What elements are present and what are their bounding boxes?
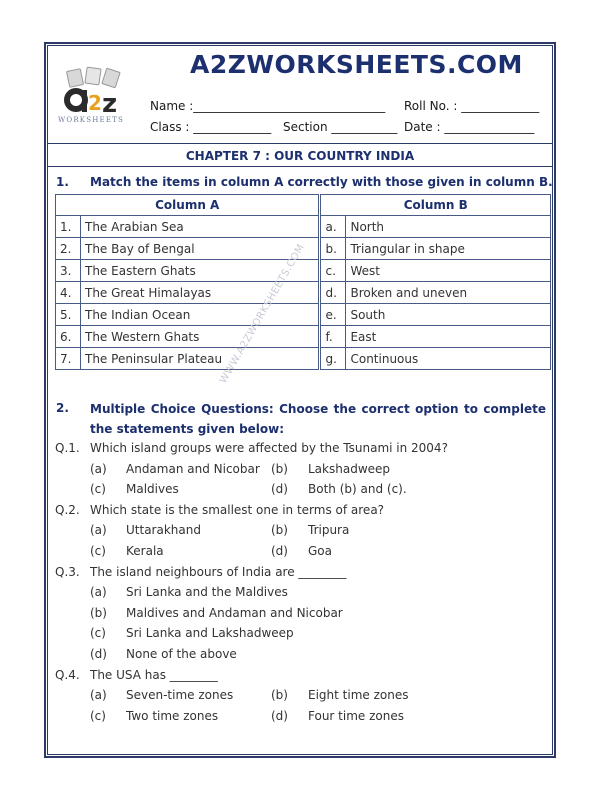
svg-text:2: 2 [88, 91, 102, 115]
match-table-header-row [56, 195, 551, 216]
question-1-instruction: Match the items in column A correctly with those given in column B. [90, 175, 553, 189]
column-b-item: North [346, 216, 551, 238]
column-b-item: East [346, 326, 551, 348]
column-b-item: Triangular in shape [346, 238, 551, 260]
option-text: Goa [308, 544, 332, 558]
question-label: Q.4. [55, 667, 80, 682]
match-table [55, 194, 551, 370]
row-number: 5. [56, 304, 81, 326]
option-text: Four time zones [308, 708, 404, 723]
question-2-instruction: Multiple Choice Questions: Choose the correct option to complete the statements given below: [90, 402, 546, 436]
option-key: (b) [271, 461, 288, 476]
option-key: (b) [90, 605, 107, 620]
table-row [56, 260, 551, 282]
column-b-item: Broken and uneven [346, 282, 551, 304]
question-text: Which island groups were affected by the Tsunami in 2004? [90, 441, 448, 455]
column-a-item: The Bay of Bengal [81, 238, 320, 260]
option-text: Maldives [126, 482, 179, 497]
column-a-item: The Great Himalayas [81, 282, 320, 304]
chapter-divider [47, 166, 553, 167]
column-a-item: The Western Ghats [81, 326, 320, 348]
watermark: WWW.A2ZWORKSHEETS.COM [218, 242, 308, 386]
row-letter: e. [320, 304, 346, 326]
option-key: (d) [271, 482, 288, 497]
column-a-item: The Arabian Sea [81, 216, 320, 238]
table-row [56, 326, 551, 348]
row-number: 4. [56, 282, 81, 304]
row-number: 1. [56, 216, 81, 238]
question-1-number: 1. [56, 175, 69, 189]
option-text: Two time zones [126, 708, 219, 723]
option-text: Kerala [126, 544, 164, 558]
column-b-item: West [346, 260, 551, 282]
row-letter: b. [320, 238, 346, 260]
column-b-header: Column B [320, 195, 551, 216]
row-letter: f. [320, 326, 346, 348]
option-key: (d) [90, 647, 107, 661]
question-text: Which state is the smallest one in terms of area? [90, 502, 385, 517]
option-key: (c) [90, 544, 106, 558]
option-text: Tripura [308, 523, 350, 538]
table-row [56, 348, 551, 370]
logo-text: WORKSHEETS [58, 116, 125, 124]
table-row [56, 216, 551, 238]
row-letter: g. [320, 348, 346, 370]
option-key: (a) [90, 585, 107, 600]
option-text: Eight time zones [308, 688, 409, 703]
option-key: (d) [271, 544, 288, 558]
table-row [56, 282, 551, 304]
header-divider [47, 143, 553, 144]
option-text: Uttarakhand [126, 523, 201, 538]
option-text: Both (b) and (c). [308, 482, 407, 497]
row-letter: a. [320, 216, 346, 238]
row-number: 3. [56, 260, 81, 282]
row-letter: d. [320, 282, 346, 304]
option-key: (a) [90, 688, 107, 703]
name-field-label: Name :________________________________ [150, 99, 386, 113]
row-letter: c. [320, 260, 346, 282]
option-text: Sri Lanka and the Maldives [126, 585, 288, 600]
option-text: None of the above [126, 647, 237, 661]
option-key: (c) [90, 482, 106, 497]
option-key: (b) [271, 523, 288, 538]
question-text: The island neighbours of India are ________ [90, 564, 347, 579]
option-key: (c) [90, 708, 106, 723]
column-a-item: The Peninsular Plateau [81, 348, 320, 370]
question-label: Q.1. [55, 441, 80, 455]
row-number: 7. [56, 348, 81, 370]
option-key: (a) [90, 523, 107, 538]
roll-number-field-label: Roll No. : _____________ [404, 99, 540, 113]
option-key: (a) [90, 461, 107, 476]
option-key: (c) [90, 626, 106, 641]
question-label: Q.3. [55, 564, 80, 579]
column-b-item: South [346, 304, 551, 326]
column-a-item: The Indian Ocean [81, 304, 320, 326]
column-b-item: Continuous [346, 348, 551, 370]
site-title: A2ZWORKSHEETS.COM [190, 50, 523, 79]
column-a-header: Column A [56, 195, 320, 216]
option-text: Sri Lanka and Lakshadweep [126, 626, 294, 641]
table-row [56, 304, 551, 326]
option-key: (b) [271, 688, 288, 703]
chapter-title: CHAPTER 7 : OUR COUNTRY INDIA [185, 149, 415, 163]
option-key: (d) [271, 708, 288, 723]
option-text: Maldives and Andaman and Nicobar [126, 605, 343, 620]
row-number: 2. [56, 238, 81, 260]
option-text: Andaman and Nicobar [126, 461, 260, 476]
section-field-label: Section ___________ [283, 120, 398, 134]
svg-text:z: z [102, 89, 118, 119]
option-text: Seven-time zones [126, 688, 234, 703]
option-text: Lakshadweep [308, 461, 391, 476]
row-number: 6. [56, 326, 81, 348]
question-label: Q.2. [55, 502, 80, 517]
class-field-label: Class : _____________ [150, 120, 272, 134]
date-field-label: Date : _______________ [404, 120, 535, 134]
column-a-item: The Eastern Ghats [81, 260, 320, 282]
question-2-number: 2. [56, 401, 69, 415]
question-text: The USA has ________ [90, 667, 218, 682]
